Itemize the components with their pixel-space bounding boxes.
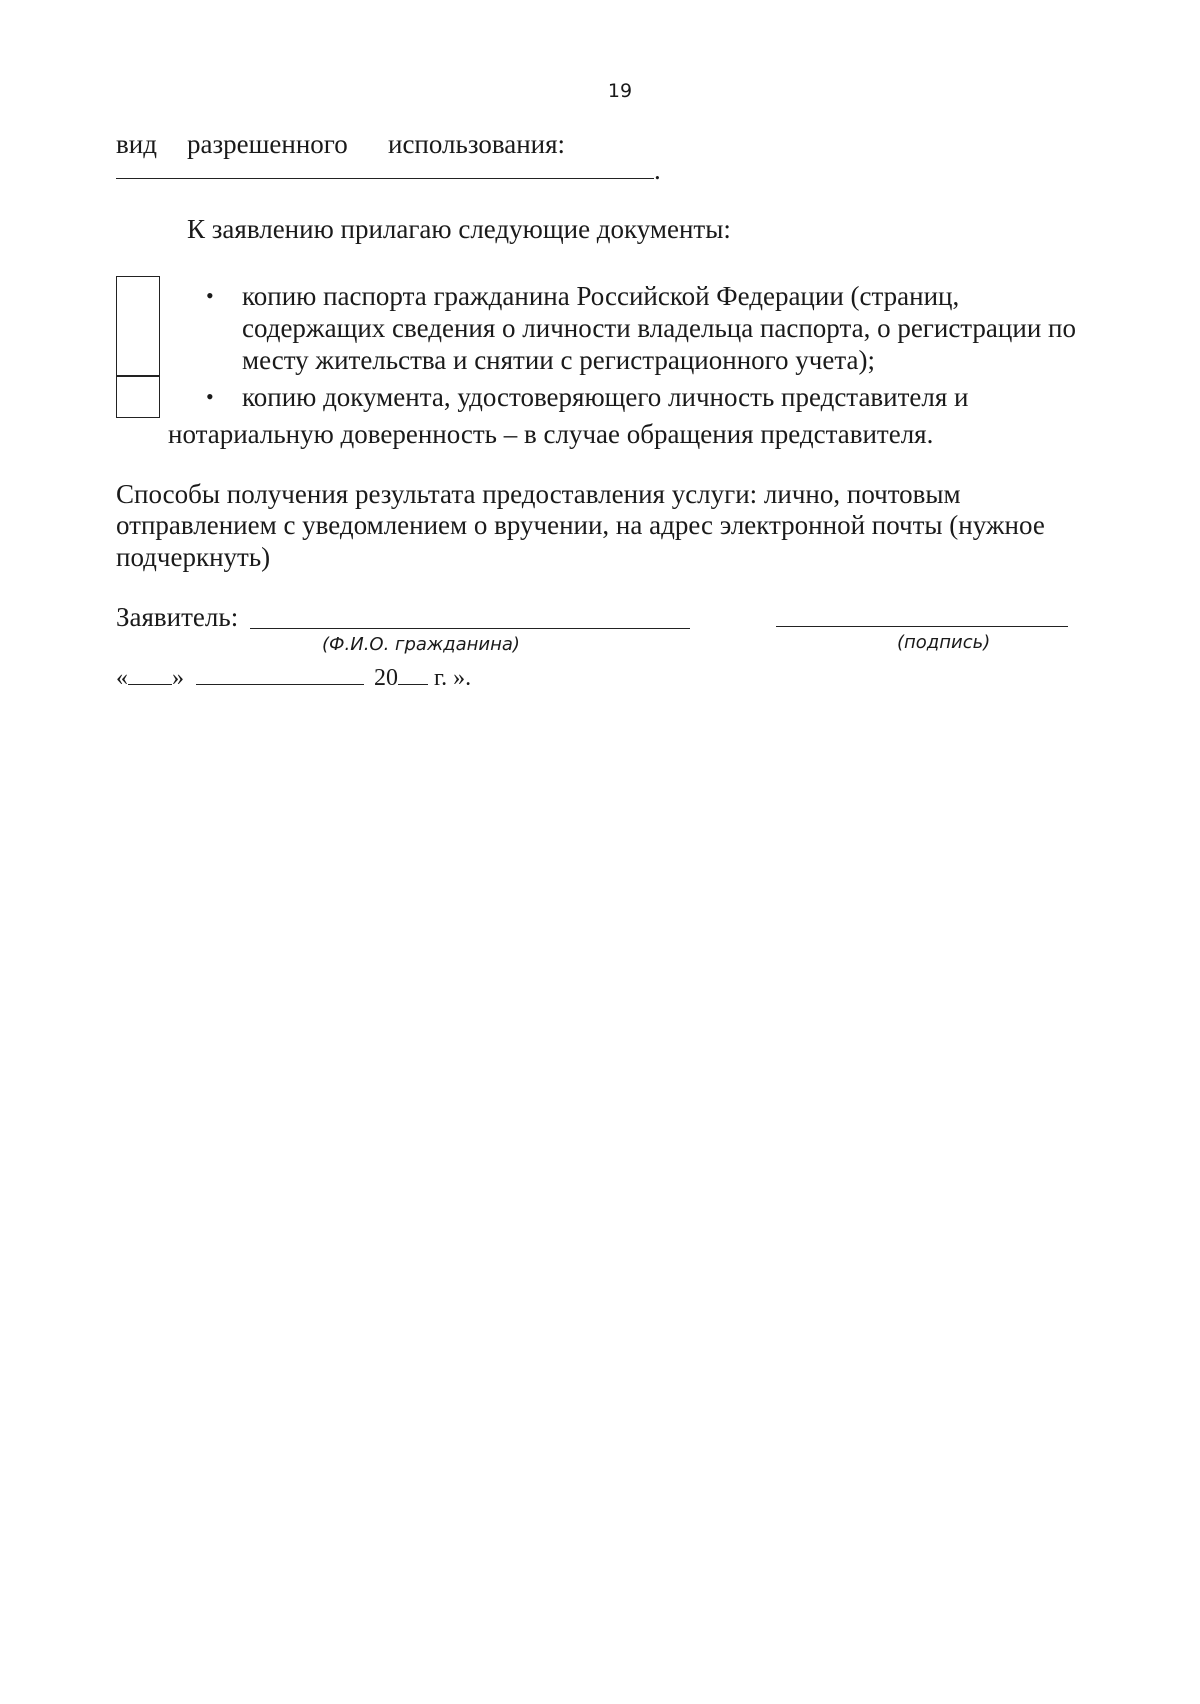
methods-line-1: Способы получения результата предоставления услуги: лично, почтовым	[116, 479, 961, 509]
signature-line[interactable]	[776, 626, 1068, 627]
usage-label-word-1: вид	[116, 129, 157, 159]
year-century: 20	[374, 665, 398, 691]
year-suffix: г. ».	[434, 665, 472, 691]
attachment-item-1-line-2: содержащих сведения о личности владельца паспорта, о регистрации по	[242, 313, 1076, 343]
usage-end-mark: .	[654, 155, 661, 185]
page-number: 19	[607, 80, 633, 102]
applicant-name-line[interactable]	[250, 628, 690, 629]
attachment-item-1-line-3: месту жительства и снятии с регистрационного учета);	[242, 345, 875, 375]
bullet-icon: •	[206, 283, 214, 308]
year-blank[interactable]	[398, 662, 428, 685]
checkbox-passport[interactable]	[116, 276, 160, 377]
applicant-label: Заявитель:	[116, 602, 239, 632]
usage-label-word-3: использования:	[388, 129, 566, 159]
usage-blank-line[interactable]	[116, 178, 654, 179]
date-open-quote: «	[116, 665, 128, 691]
attachments-intro: К заявлению прилагаю следующие документы:	[187, 214, 731, 244]
date-close-quote: »	[172, 665, 184, 691]
signature-caption: (подпись)	[897, 632, 991, 653]
name-caption: (Ф.И.О. гражданина)	[322, 634, 520, 655]
bullet-icon: •	[206, 384, 214, 409]
methods-line-3: подчеркнуть)	[116, 542, 271, 572]
attachment-item-2-line-1: копию документа, удостоверяющего личность представителя и	[242, 382, 969, 412]
attachment-item-2-line-2: нотариальную доверенность – в случае обращения представителя.	[168, 419, 934, 449]
date-row	[116, 662, 471, 693]
checkbox-representative[interactable]	[116, 375, 160, 418]
methods-line-2: отправлением с уведомлением о вручении, на адрес электронной почты (нужное	[116, 510, 1045, 540]
usage-label-word-2: разрешенного	[187, 129, 348, 159]
month-blank[interactable]	[196, 662, 364, 685]
attachment-item-1-line-1: копию паспорта гражданина Российской Федерации (страниц,	[242, 281, 960, 311]
day-blank[interactable]	[128, 662, 172, 685]
